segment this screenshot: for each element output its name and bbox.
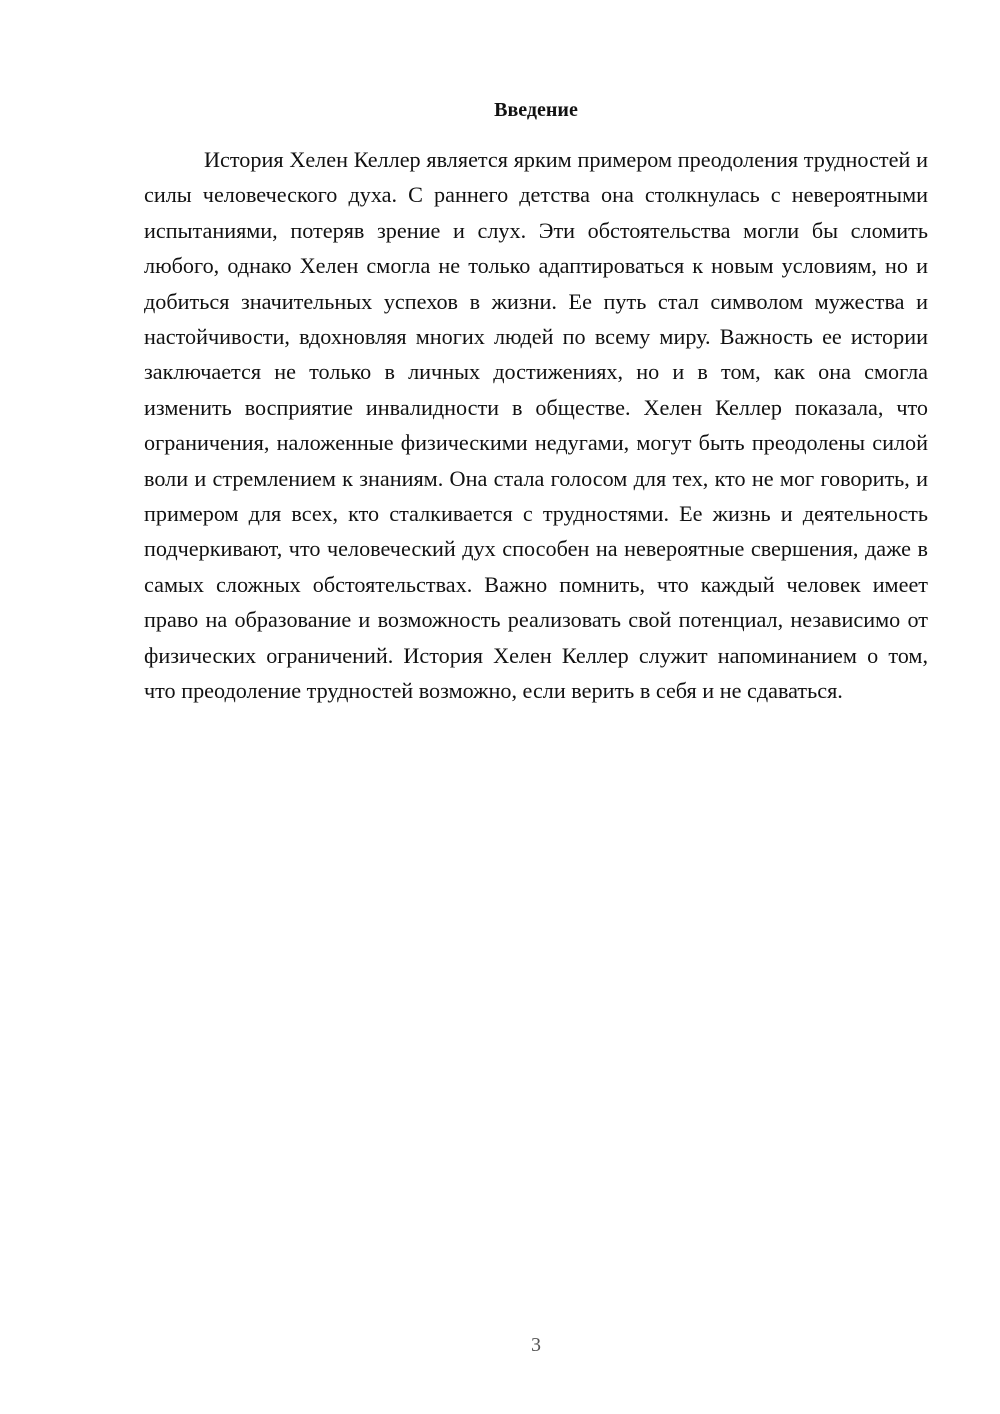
section-heading: Введение: [494, 99, 578, 121]
page-number: 3: [531, 1334, 541, 1356]
body-paragraph: История Хелен Келлер является ярким примером преодоления трудностей и силы человеческого духа. С раннего детства она столкнулась с невероятными испытаниями, потеряв зрение и слух. Эти обстоятельства могли бы сломить любого, однако Хелен смогла не только адаптироваться к новым условиям, но и добиться значительных успехов в жизни. Ее путь стал символом мужества и настойчивости, вдохновляя многих людей по всему миру. Важность ее истории заключается не только в личных достижениях, но и в том, как она смогла изменить восприятие инвалидности в обществе. Хелен Келлер показала, что ограничения, наложенные физическими недугами, могут быть преодолены силой воли и стремлением к знаниям. Она стала голосом для тех, кто не мог говорить, и примером для всех, кто сталкивается с трудностями. Ее жизнь и деятельность подчеркивают, что человеческий дух способен на невероятные свершения, даже в самых сложных обстоятельствах. Важно помнить, что каждый человек имеет право на образование и возможность реализовать свой потенциал, независимо от физических ограничений. История Хелен Келлер служит напоминанием о том, что преодоление трудностей возможно, если верить в себя и не сдаваться.: [144, 147, 928, 704]
